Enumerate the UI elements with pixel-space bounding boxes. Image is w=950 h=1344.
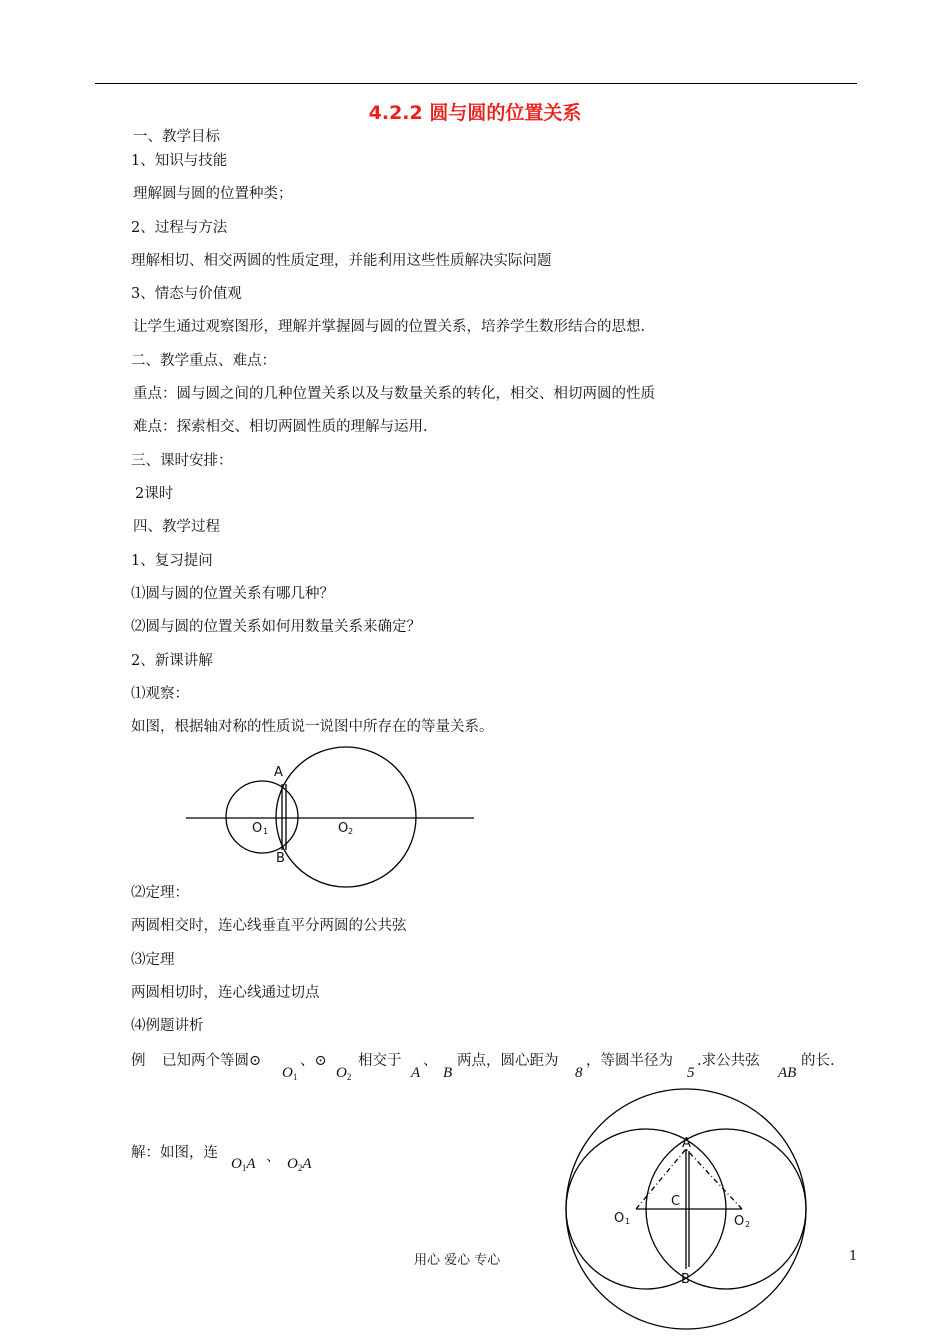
text-line: 三、课时安排：: [131, 453, 233, 469]
text-line: 1、知识与技能: [131, 153, 228, 169]
text-line: 理解相切、相交两圆的性质定理，并能利用这些性质解决实际问题: [131, 253, 552, 269]
label-o1-sub: 1: [263, 827, 269, 836]
solution-o2-sub: 2: [297, 1163, 303, 1173]
text-line: 2、过程与方法: [131, 220, 228, 236]
example-o1-sub: 1: [292, 1072, 298, 1082]
text-line: ⑴观察：: [131, 686, 189, 702]
text-line: 如图，根据轴对称的性质说一说图中所存在的等量关系。: [131, 719, 494, 735]
text-line: 2课时: [135, 486, 174, 502]
text-line: 1、复习提问: [131, 553, 213, 569]
page-number: 1: [849, 1249, 858, 1264]
segment-o2-a: [686, 1149, 742, 1209]
label-o2: O: [338, 821, 349, 836]
label-b: B: [276, 851, 285, 866]
example-text-4: ，等圆半径为: [586, 1053, 673, 1069]
text-line: 两圆相交时，连心线垂直平分两圆的公共弦: [131, 918, 407, 934]
example-text-sep: 、⊙: [300, 1053, 327, 1069]
solution-o1-letter: O: [231, 1156, 242, 1172]
solution-a2: A: [302, 1156, 312, 1172]
text-line: 两圆相切时，连心线通过切点: [131, 985, 320, 1001]
page-title: 4.2.2 圆与圆的位置关系: [368, 102, 582, 124]
example-o2-sub: 2: [346, 1072, 352, 1082]
footer-slogan: 用心 爱心 专心: [414, 1253, 501, 1268]
text-line: 2、新课讲解: [131, 653, 213, 669]
example-o2-letter: O: [336, 1065, 347, 1081]
solution-text: 解：如图，连: [131, 1145, 218, 1161]
text-line: 让学生通过观察图形，理解并掌握圆与圆的位置关系，培养学生数形结合的思想.: [133, 319, 646, 335]
example-o1-letter: O: [282, 1065, 293, 1081]
text-line: 二、教学重点、难点：: [131, 353, 276, 369]
label-o2-sub: 2: [348, 827, 354, 836]
label-o1: O: [252, 821, 263, 836]
text-line: ⑶定理: [131, 952, 175, 968]
text-line: 难点：探索相交、相切两圆性质的理解与运用.: [133, 419, 428, 435]
solution-a1: A: [246, 1156, 256, 1172]
example-dist: 8: [575, 1065, 583, 1081]
example-text-3: 两点，圆心距为: [457, 1053, 559, 1069]
example-a: A: [411, 1065, 421, 1081]
label-b: B: [681, 1272, 690, 1287]
text-line: 四、教学过程: [133, 519, 220, 535]
text-line: 重点：圆与圆之间的几种位置关系以及与数量关系的转化，相交、相切两圆的性质: [133, 386, 655, 402]
example-b: B: [443, 1065, 453, 1081]
label-a: A: [274, 765, 283, 780]
example-text-6: 的长.: [801, 1053, 835, 1069]
text-line: ⑵定理：: [131, 885, 189, 901]
solution-o2-letter: O: [287, 1156, 298, 1172]
text-line: ⑷例题讲析: [131, 1018, 204, 1034]
text-line: 理解圆与圆的位置种类；: [133, 186, 293, 202]
text-line: ⑴圆与圆的位置关系有哪几种？: [131, 586, 334, 602]
example-text-1: 已知两个等圆⊙: [162, 1053, 262, 1069]
example-text-2: 相交于: [358, 1053, 402, 1069]
example-dun: 、: [423, 1053, 438, 1069]
text-line: ⑵圆与圆的位置关系如何用数量关系来确定？: [131, 619, 421, 635]
text-line: 一、教学目标: [133, 129, 220, 145]
example-chord: AB: [778, 1065, 797, 1081]
label-o1: O: [614, 1211, 625, 1226]
solution-o1-sub: 1: [241, 1163, 247, 1173]
example-lead: 例: [131, 1053, 146, 1069]
label-o2-sub: 2: [745, 1220, 751, 1229]
example-text-5: .求公共弦: [697, 1053, 760, 1069]
label-c: C: [671, 1194, 681, 1209]
label-a: A: [682, 1136, 691, 1151]
example-radius: 5: [687, 1065, 695, 1081]
label-o1-sub: 1: [625, 1217, 631, 1226]
label-o2: O: [734, 1214, 745, 1229]
solution-dun: 、: [266, 1149, 281, 1165]
text-line: 3、情态与价值观: [131, 286, 242, 302]
